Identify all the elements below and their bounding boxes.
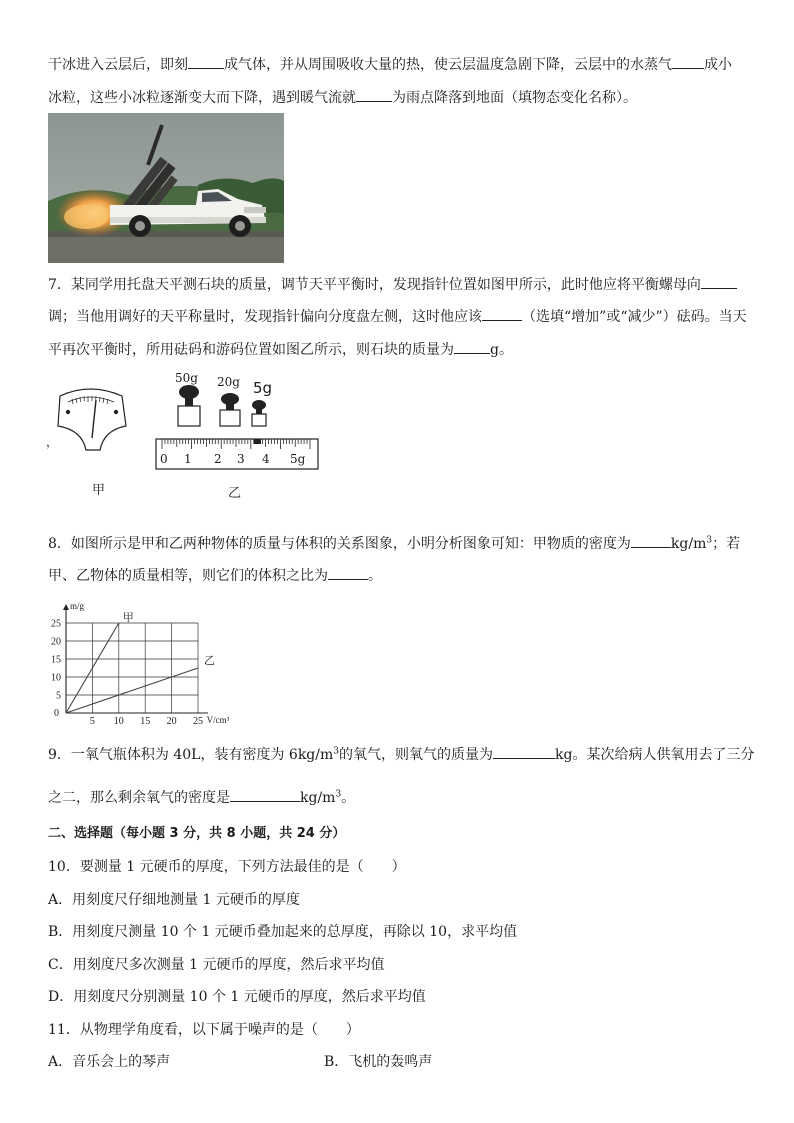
series-line	[66, 668, 198, 713]
caption-yi: 乙	[228, 486, 242, 501]
q6-text: 成气体，并从周围吸收大量的热，使云层温度急剧下降，云层中的水蒸气	[224, 57, 672, 73]
q7-line3	[48, 339, 513, 360]
answer-blank[interactable]	[230, 787, 300, 802]
q10-stem: 10．要测量 1 元硬币的厚度，下列方法最佳的是（ ）	[48, 859, 406, 875]
q11-stem: 11．从物理学角度看，以下属于噪声的是（ ）	[48, 1022, 360, 1038]
weight-50g	[178, 385, 200, 426]
q10-option-a[interactable]: A．用刻度尺仔细地测量 1 元硬币的厚度	[48, 892, 300, 908]
ruler-tick-label: 4	[262, 452, 270, 466]
ruler-tick-label: 1	[184, 452, 192, 466]
y-tick-label: 20	[51, 636, 61, 648]
weight-5g	[252, 400, 266, 426]
x-tick-label: 5	[89, 716, 95, 727]
series-label: 甲	[122, 612, 134, 624]
mass-volume-graph	[44, 598, 230, 728]
answer-blank[interactable]	[482, 306, 522, 321]
answer-blank[interactable]	[701, 274, 737, 289]
q7-line2	[48, 306, 747, 327]
q8-text: ；若	[712, 536, 741, 552]
unit: kg/m	[670, 536, 707, 552]
q6-text: 为雨点降落到地面（填物态变化名称）。	[392, 90, 637, 106]
ruler-tick-label: 2	[214, 452, 222, 466]
y-axis-arrow	[63, 604, 69, 610]
origin-label: 0	[54, 708, 59, 719]
q7-text: 平再次平衡时，所用砝码和游码位置如图乙所示，则石块的质量为	[48, 342, 454, 358]
q8-text: 8．如图所示是甲和乙两种物体的质量与体积的关系图象，小明分析图象可知：甲物质的密度为	[48, 536, 631, 552]
ruler-tick-label: 5g	[290, 452, 306, 466]
q9-text: 的氧气，则氧气的质量为	[339, 747, 493, 763]
q9-text: kg。某次给病人供氧用去了三分	[555, 747, 755, 763]
q7-text: 调；当他用调好的天平称量时，发现指针偏向分度盘左侧，这时他应该	[48, 309, 482, 325]
q11-option-a[interactable]: A．音乐会上的琴声	[48, 1054, 171, 1070]
q6-line1	[48, 54, 732, 75]
q6-text: 冰粒，这些小冰粒逐渐变大而下降，遇到暖气流就	[48, 90, 356, 106]
unit: kg/m	[300, 790, 336, 806]
q6-text: 干冰进入云层后，即刻	[48, 57, 188, 73]
y-tick-label: 10	[51, 672, 61, 684]
y-tick-label: 25	[51, 618, 61, 630]
answer-blank[interactable]	[493, 744, 555, 759]
answer-blank[interactable]	[356, 87, 392, 102]
section-title	[48, 824, 345, 844]
graph-canvas	[44, 598, 230, 728]
ruler-tick-label: 0	[160, 452, 168, 466]
q9-line2	[48, 787, 355, 808]
x-tick-label: 20	[166, 716, 177, 727]
x-axis-label: V/cm³	[206, 715, 230, 725]
weight-20g	[220, 393, 240, 426]
q8-text: 甲、乙物体的质量相等，则它们的体积之比为	[48, 568, 328, 584]
ruler-tick-label: 3	[237, 452, 245, 466]
q10-option-c[interactable]: C．用刻度尺多次测量 1 元硬币的厚度，然后求平均值	[48, 957, 385, 973]
x-tick-label: 10	[113, 716, 124, 727]
y-axis-label: m/g	[70, 601, 85, 611]
answer-blank[interactable]	[672, 54, 704, 69]
x-tick-label: 25	[193, 716, 203, 727]
section-title-text: 二、选择题（每小题 3 分，共 8 小题，共 24 分）	[48, 826, 346, 841]
balance-figure	[44, 368, 334, 500]
q9-text: 之二，那么剩余氧气的密度是	[48, 790, 230, 806]
q9-text: 。	[341, 790, 356, 806]
q9-line1	[48, 744, 754, 765]
q6-text: 成小	[704, 57, 732, 73]
answer-blank[interactable]	[188, 54, 224, 69]
y-tick-label: 15	[51, 654, 61, 666]
q7-text: 7．某同学用托盘天平测石块的质量，调节天平平衡时，发现指针位置如图甲所示，此时他应将平衡螺母向	[48, 277, 701, 293]
answer-blank[interactable]	[328, 565, 368, 580]
answer-blank[interactable]	[454, 339, 490, 354]
weight-label: 5g	[253, 379, 273, 397]
comma-mark: ，	[46, 435, 59, 449]
q8-line2	[48, 565, 382, 586]
q10-option-d[interactable]: D．用刻度尺分别测量 10 个 1 元硬币的厚度，然后求平均值	[48, 989, 426, 1005]
q7-line1	[48, 274, 737, 295]
q10-option-b[interactable]: B．用刻度尺测量 10 个 1 元硬币叠加起来的总厚度，再除以 10，求平均值	[48, 924, 518, 940]
answer-blank[interactable]	[631, 533, 671, 548]
rider-marker	[254, 439, 261, 444]
unit-sup: 3	[335, 789, 342, 800]
unit-sup: 3	[706, 535, 713, 546]
weight-label: 20g	[217, 375, 240, 389]
rocket-truck-photo	[48, 113, 284, 263]
q11-option-b[interactable]: B．飞机的轰鸣声	[324, 1054, 433, 1070]
q6-line2	[48, 87, 637, 108]
q8-text: 。	[368, 568, 382, 584]
q7-text: g。	[490, 342, 513, 358]
caption-jia: 甲	[92, 483, 106, 498]
weight-label: 50g	[175, 371, 198, 385]
x-tick-label: 15	[140, 716, 151, 727]
pointer-dial	[58, 389, 126, 450]
q9-text: 9．一氧气瓶体积为 40L，装有密度为 6kg/m	[48, 747, 334, 763]
y-tick-label: 5	[56, 690, 61, 702]
unit-sup: 3	[333, 746, 339, 757]
q7-text: （选填“增加”或“减少”）砝码。当天	[522, 309, 747, 325]
series-label: 乙	[204, 655, 215, 667]
q8-line1	[48, 533, 740, 554]
